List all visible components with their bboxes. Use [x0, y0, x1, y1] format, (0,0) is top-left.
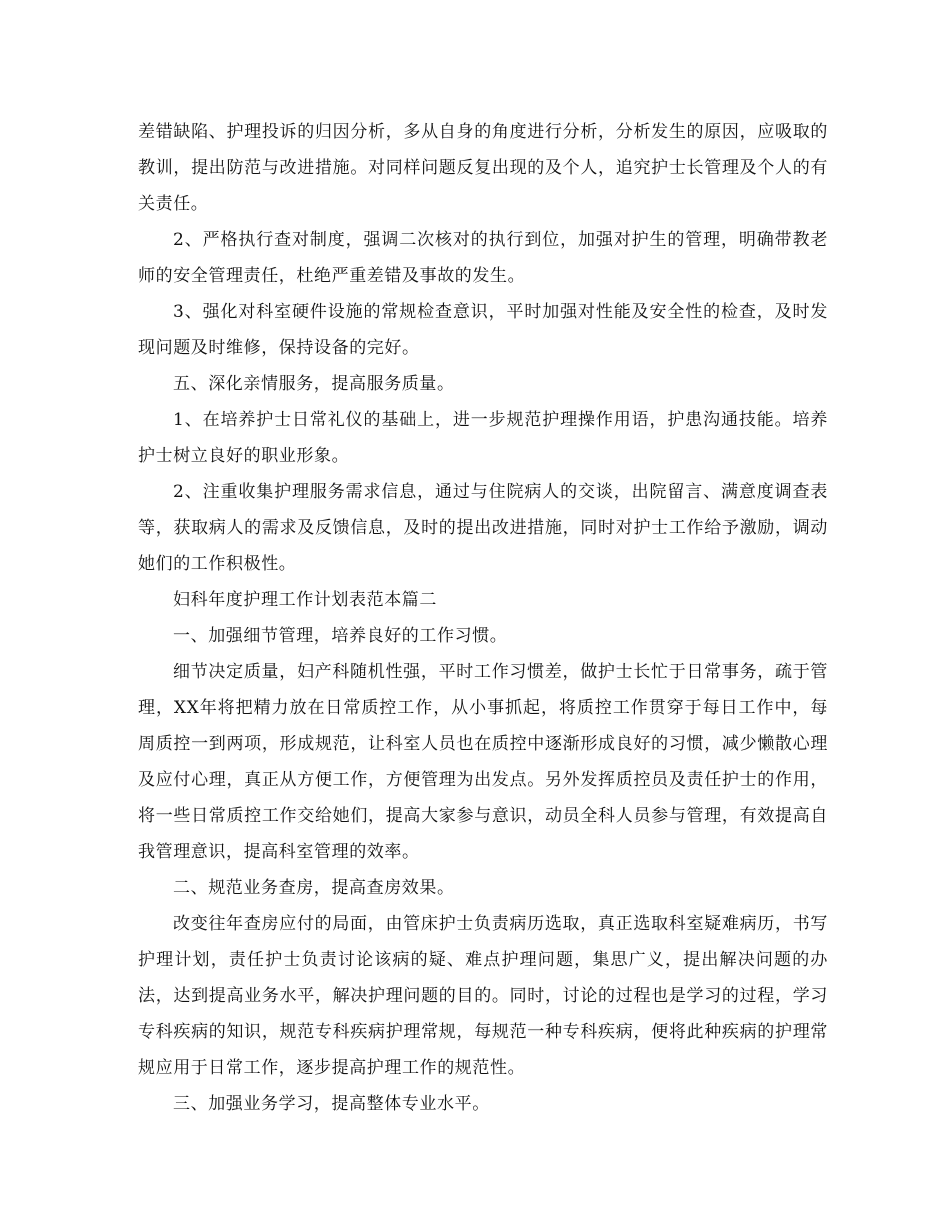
paragraph-4: 1、在培养护士日常礼仪的基础上，进一步规范护理操作用语，护患沟通技能。培养护士树立良好的职业形象。	[138, 410, 828, 466]
document-subtitle: 妇科年度护理工作计划表范本篇二	[173, 590, 437, 610]
section-heading-3: 三、加强业务学习，提高整体专业水平。	[173, 1094, 490, 1114]
paragraph-1: 差错缺陷、护理投诉的归因分析，多从自身的角度进行分析，分析发生的原因，应吸取的教训，提出防范与改进措施。对同样问题反复出现的及个人，追究护士长管理及个人的有关责任。	[138, 122, 828, 214]
paragraph-3: 3、强化对科室硬件设施的常规检查意识，平时加强对性能及安全性的检查，及时发现问题及时维修，保持设备的完好。	[138, 302, 828, 358]
document-body	[138, 114, 828, 1122]
section-heading-2: 二、规范业务查房，提高查房效果。	[173, 878, 455, 898]
paragraph-2: 2、严格执行查对制度，强调二次核对的执行到位，加强对护生的管理，明确带教老师的安全管理责任，杜绝严重差错及事故的发生。	[138, 230, 828, 286]
paragraph-7: 改变往年查房应付的局面，由管床护士负责病历选取，真正选取科室疑难病历，书写护理计划，责任护士负责讨论该病的疑、难点护理问题，集思广义，提出解决问题的办法，达到提高业务水平，解决护理问题的目的。同时，讨论的过程也是学习的过程，学习专科疾病的知识，规范专科疾病护理常规，每规范一种专科疾病，便将此种疾病的护理常规应用于日常工作，逐步提高护理工作的规范性。	[138, 914, 828, 1078]
paragraph-6: 细节决定质量，妇产科随机性强，平时工作习惯差，做护士长忙于日常事务，疏于管理，XX年将把精力放在日常质控工作，从小事抓起，将质控工作贯穿于每日工作中，每周质控一到两项，形成规范，让科室人员也在质控中逐渐形成良好的习惯，减少懒散心理及应付心理，真正从方便工作，方便管理为出发点。另外发挥质控员及责任护士的作用，将一些日常质控工作交给她们，提高大家参与意识，动员全科人员参与管理，有效提高自我管理意识，提高科室管理的效率。	[138, 662, 828, 862]
section-heading-5: 五、深化亲情服务，提高服务质量。	[173, 374, 455, 394]
paragraph-5: 2、注重收集护理服务需求信息，通过与住院病人的交谈，出院留言、满意度调查表等，获取病人的需求及反馈信息，及时的提出改进措施，同时对护士工作给予激励，调动她们的工作积极性。	[138, 482, 828, 574]
section-heading-1: 一、加强细节管理，培养良好的工作习惯。	[173, 626, 508, 646]
